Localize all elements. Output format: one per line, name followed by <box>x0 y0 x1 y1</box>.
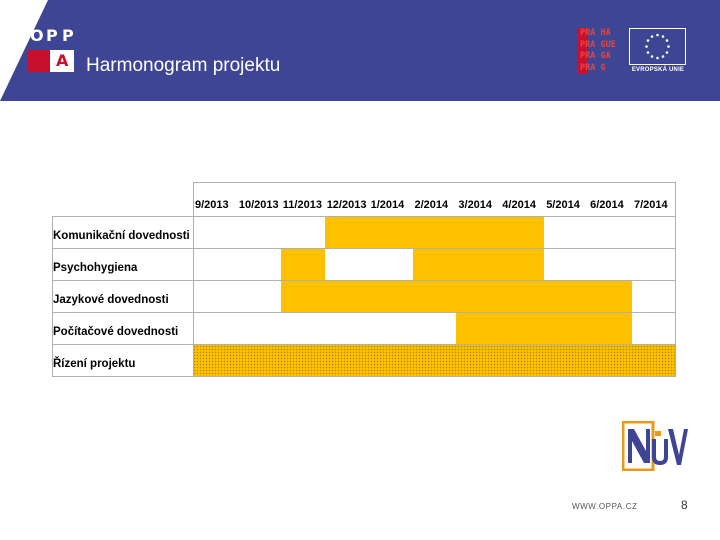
month-header: 2/2014 <box>414 199 449 211</box>
praha-logo <box>578 28 624 74</box>
month-header: 6/2014 <box>590 199 624 211</box>
page-title: Harmonogram projektu <box>86 55 281 76</box>
opp-logo-letter: A <box>56 51 69 70</box>
grid-line-vertical <box>193 182 194 376</box>
task-label: Řízení projektu <box>53 358 136 370</box>
month-header: 4/2014 <box>502 199 536 211</box>
task-bar <box>281 281 632 312</box>
month-header: 5/2014 <box>546 199 580 211</box>
month-header: 7/2014 <box>634 199 668 211</box>
opp-logo-letter: P <box>46 26 58 45</box>
task-label: Komunikační dovednosti <box>53 230 190 242</box>
eu-label: EVROPSKÁ UNIE <box>631 67 685 73</box>
task-bar <box>413 249 545 280</box>
nuv-logo <box>622 421 688 471</box>
opp-logo-red-square <box>28 50 50 72</box>
praha-logo-line: PRA HA <box>580 28 611 38</box>
praha-logo-line: PRA G <box>580 62 606 73</box>
task-bar <box>325 217 545 248</box>
month-header: 3/2014 <box>458 199 493 211</box>
task-bar <box>281 249 325 280</box>
gantt-chart <box>52 182 676 376</box>
grid-line-vertical <box>52 216 53 376</box>
opp-logo-letter: P <box>62 26 74 45</box>
task-bar <box>193 345 676 376</box>
nuv-logo-icon <box>622 421 688 471</box>
opp-logo <box>28 26 76 74</box>
page-number: 8 <box>681 498 688 512</box>
eu-flag-icon <box>629 28 686 65</box>
month-header: 11/2013 <box>282 199 322 211</box>
opp-logo-letter: O <box>30 26 44 45</box>
praha-logo-line: PRA GUE <box>580 39 616 50</box>
month-header: 9/2013 <box>195 199 229 211</box>
task-label: Psychohygiena <box>53 262 138 274</box>
eu-stars-icon <box>630 29 685 64</box>
grid-line-row <box>52 248 676 249</box>
grid-line-vertical <box>675 182 676 376</box>
month-header: 1/2014 <box>370 199 405 211</box>
task-bar <box>456 313 632 344</box>
task-label: Počítačové dovednosti <box>53 326 179 338</box>
grid-line-top <box>193 182 676 183</box>
month-header: 10/2013 <box>238 199 279 211</box>
task-label: Jazykové dovednosti <box>53 294 169 306</box>
month-header: 12/2013 <box>326 199 367 211</box>
grid-line-bottom <box>52 376 676 377</box>
footer-url[interactable]: WWW.OPPA.CZ <box>572 502 638 511</box>
praha-logo-line: PRA GA <box>580 51 611 61</box>
